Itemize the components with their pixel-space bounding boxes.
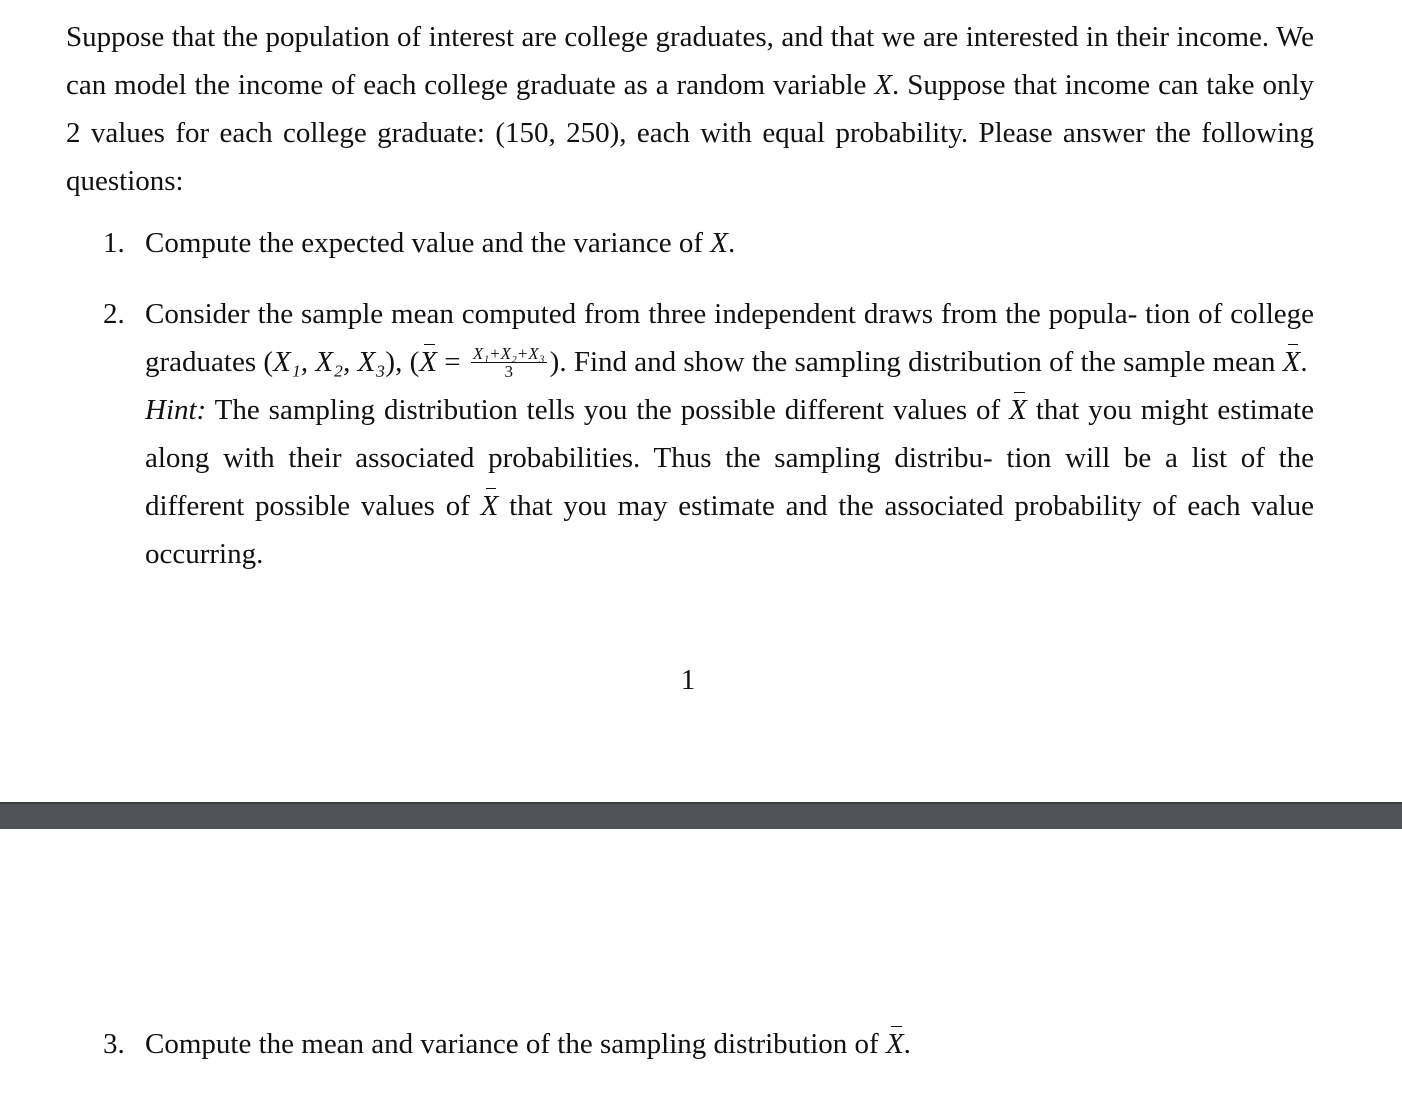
question-text: [145, 1020, 1314, 1068]
variable-x: X: [874, 69, 893, 101]
sample-variables: X₁, X₂, X₃: [273, 346, 386, 378]
hint-line: that you may estimate and the: [498, 490, 874, 522]
question-line: distribution of the sample mean: [908, 346, 1283, 378]
punctuation: .: [892, 69, 900, 101]
question-number: 1.: [103, 227, 125, 259]
sample-mean-symbol: X: [1009, 386, 1027, 434]
intro-line: Suppose that income can take only 2 values for each college graduate: (150, 250), each with: [66, 69, 1314, 149]
question-text: [145, 219, 1314, 267]
punctuation: .: [903, 1028, 911, 1060]
hint-label: Hint:: [145, 394, 207, 426]
page-divider: [0, 802, 1402, 829]
question-line: Compute the mean and variance of the sampling distribution of: [145, 1028, 886, 1060]
fraction-denominator: 3: [504, 361, 513, 381]
page-number: 1: [680, 664, 696, 696]
fraction-numerator: X₁+X₂+X₃: [472, 343, 545, 363]
question-line: ). Find and show the sampling: [549, 346, 901, 378]
sample-mean-fraction: [471, 345, 547, 380]
intro-line: their income. We can model the income of each college graduate as a random variable: [66, 21, 1314, 101]
punctuation: .: [727, 227, 736, 259]
page-2: [0, 829, 1402, 1120]
question-number: 2.: [103, 298, 125, 330]
sample-mean-symbol: X: [419, 338, 437, 386]
hint-line: The sampling distribution tells you the possible different values of: [206, 394, 1010, 426]
variable-x: X: [710, 227, 728, 259]
question-2: [66, 290, 1314, 578]
hint-line: associated probability of each value occurring.: [145, 490, 1315, 570]
question-text: [145, 290, 1314, 578]
question-line: tion of college graduates (: [145, 298, 1314, 378]
question-3: [66, 1020, 1314, 1068]
punctuation: .: [1300, 346, 1308, 378]
sample-mean-symbol: X: [481, 482, 499, 530]
hint-line: that you: [1026, 394, 1132, 426]
intro-paragraph: [66, 13, 1314, 205]
question-1: [66, 219, 1314, 267]
question-line: Consider the sample mean computed from three independent draws from the popula-: [145, 298, 1138, 330]
question-number: 3.: [103, 1028, 125, 1060]
equals-sign: =: [436, 346, 468, 378]
hint-line: might estimate along with their associated probabilities. Thus the sampling distribu-: [145, 394, 1314, 474]
question-line: Compute the expected value and the variance of: [145, 227, 711, 259]
sample-mean-symbol: X: [886, 1020, 904, 1068]
intro-line: Suppose that the population of interest are college graduates, and that we are interested in: [66, 21, 1109, 53]
sample-mean-symbol: X: [1283, 338, 1301, 386]
intro-line: equal probability. Please answer the following questions:: [66, 117, 1314, 197]
hint-line: tion will be a list of the different possible values of: [145, 442, 1315, 522]
punctuation: ), (: [385, 346, 420, 378]
